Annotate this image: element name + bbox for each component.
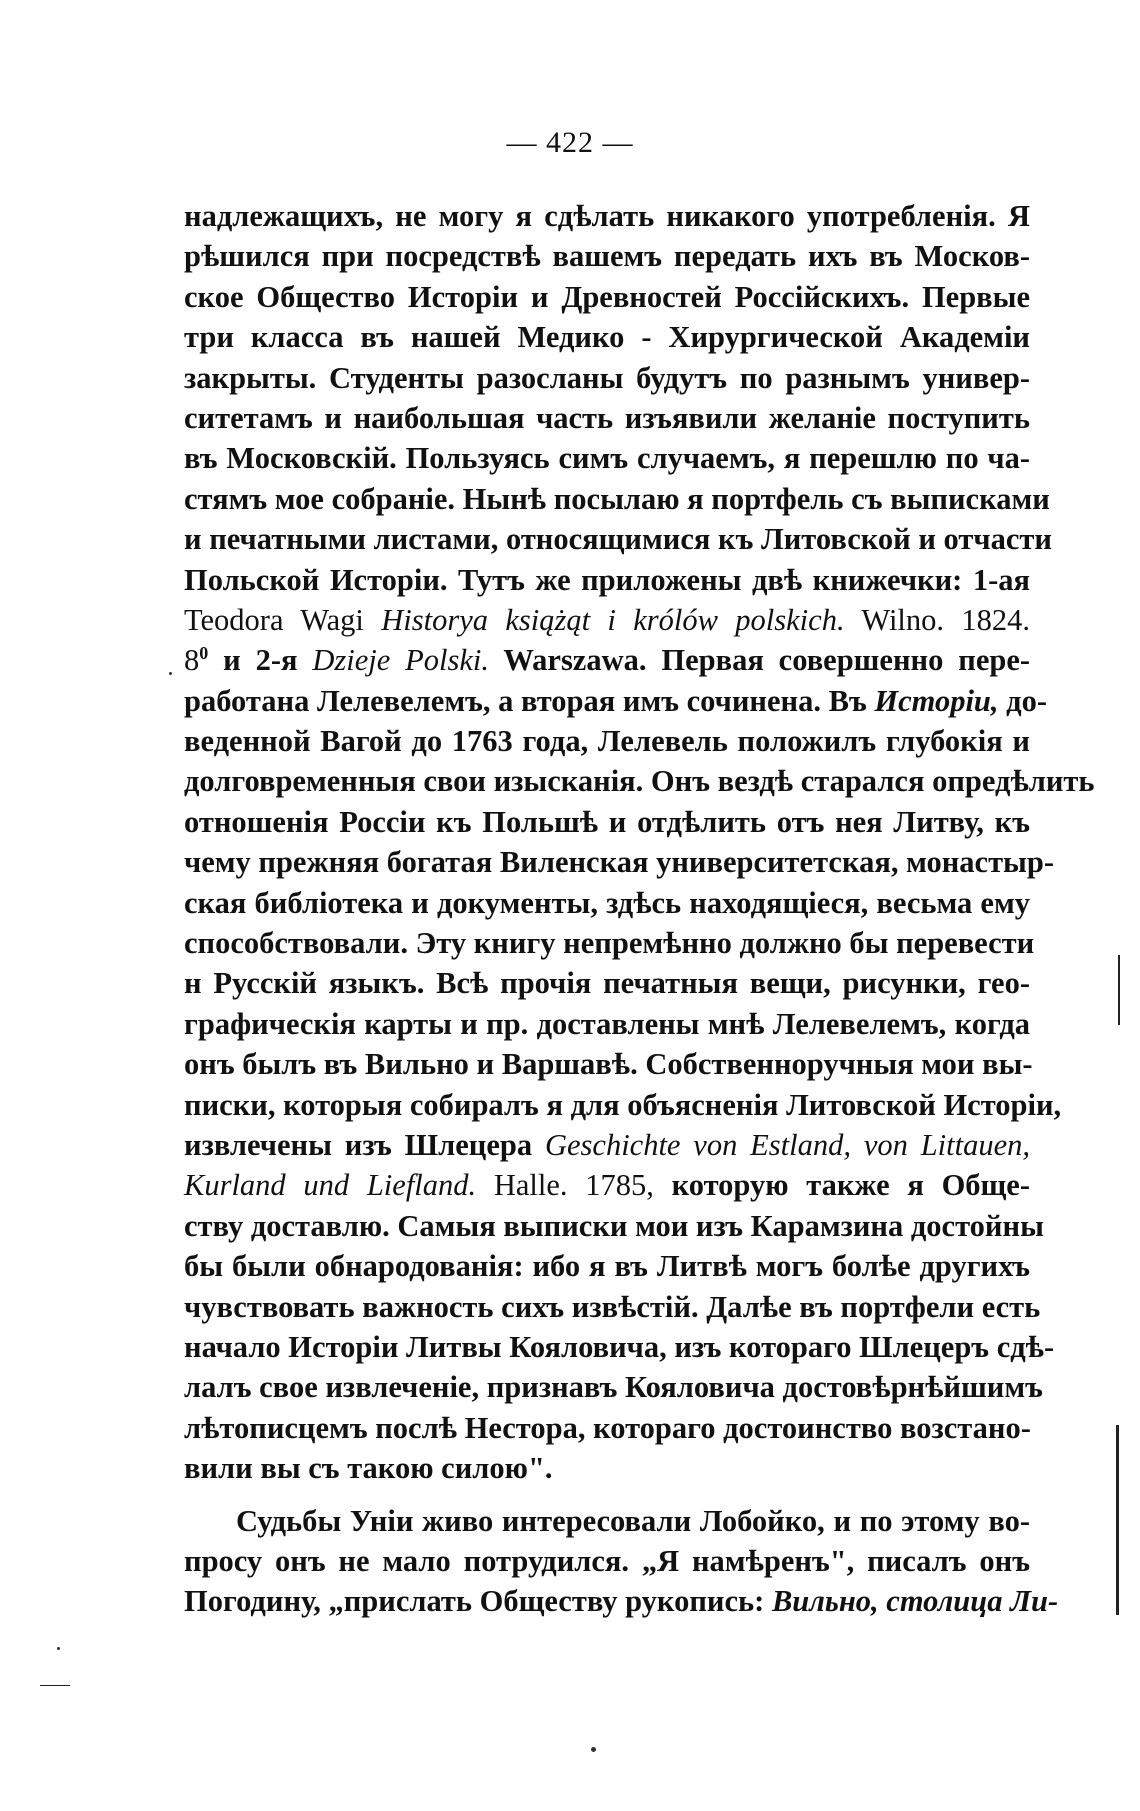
- book-title: Dzieje Polski.: [312, 643, 490, 678]
- text-line: веденной Вагой до 1763 года, Лелевель положилъ глубокія и: [184, 724, 1030, 759]
- text-run: Halle. 1785,: [476, 1168, 654, 1203]
- text-line: вили вы съ такою силою".: [184, 1451, 553, 1486]
- text-line: три класса въ нашей Медико - Хирургической Академіи: [184, 320, 1030, 355]
- book-title: Kurland und Liefland.: [184, 1168, 477, 1203]
- text-line: начало Исторіи Литвы Кояловича, изъ котораго Шлецеръ сдѣ-: [184, 1329, 1055, 1364]
- text-line: рѣшился при посредствѣ вашемъ передать ихъ въ Москов-: [184, 239, 1030, 274]
- text-line: [184, 1165, 1030, 1205]
- text-line: долговременныя свои изысканія. Онъ вездѣ старался опредѣлить: [184, 764, 1095, 799]
- text-line: [184, 681, 1047, 721]
- book-title: Geschichte von Estland, von Littauen,: [544, 1127, 1030, 1162]
- text-line: [184, 1125, 1030, 1165]
- text-run: которую также я Обще-: [653, 1168, 1030, 1203]
- text-run: извлечены изъ Шлецера: [184, 1127, 545, 1162]
- text-line: чувствовать важность сихъ извѣстій. Далѣе въ портфели есть: [184, 1289, 1041, 1324]
- text-line: въ Московскій. Пользуясь симъ случаемъ, я перешлю по ча-: [184, 441, 1030, 476]
- superscript: 0: [199, 643, 209, 664]
- text-line: онъ былъ въ Вильно и Варшавѣ. Собственноручныя мои вы-: [184, 1047, 1033, 1082]
- paragraph-first-line: Судьбы Уніи живо интересовали Лобойко, и по этому во-: [236, 1503, 1030, 1538]
- text-run: и 2-я: [208, 643, 313, 678]
- text-line: способствовали. Эту книгу непремѣнно должно бы перевести: [184, 926, 1035, 961]
- text-line: Польской Исторіи. Тутъ же приложены двѣ книжечки: 1-ая: [184, 562, 1030, 597]
- text-line: стямъ мое собраніе. Нынѣ посылаю я портфель съ выписками: [184, 481, 1050, 516]
- text-line: просу онъ не мало потрудился. „Я намѣренъ", писалъ онъ: [184, 1543, 1030, 1578]
- text-run: работана Лелевелемъ, а вторая имъ сочинена. Въ: [184, 683, 875, 718]
- text-line: [184, 640, 1030, 680]
- text-line: [184, 1581, 1059, 1621]
- text-run: Warszawa. Первая совершенно пере-: [489, 643, 1031, 678]
- page-number: — 422 —: [506, 126, 634, 159]
- text-line: бы были обнародованія: ибо я въ Литвѣ могъ болѣе другихъ: [184, 1249, 1030, 1284]
- scan-margin-mark: [1116, 1425, 1119, 1615]
- text-line: ское Общество Исторіи и Древностей Россійскихъ. Первые: [184, 279, 1030, 314]
- scan-dust-dot: [57, 1647, 60, 1650]
- text-line: надлежащихъ, не могу я сдѣлать никакого употребленія. Я: [184, 199, 1030, 233]
- text-line: н Русскій языкъ. Всѣ прочія печатныя вещи, рисунки, гео-: [184, 966, 1030, 1001]
- text-run: 8: [184, 643, 200, 678]
- text-line: писки, которыя собиралъ я для объясненія Литовской Исторіи,: [184, 1087, 1062, 1122]
- text-line: ству доставлю. Самыя выписки мои изъ Карамзина достойны: [184, 1208, 1044, 1243]
- text-line: отношенія Россіи къ Польшѣ и отдѣлить отъ нея Литву, къ: [184, 804, 1030, 839]
- scan-dust-dot: [169, 672, 172, 675]
- text-run: Погодину, „прислать Обществу рукопись:: [184, 1584, 772, 1619]
- text-line: закрыты. Студенты разосланы будутъ по разнымъ универ-: [184, 360, 1030, 395]
- book-title: Historya książąt i królów polskich.: [381, 602, 845, 637]
- scan-margin-mark: [1118, 955, 1120, 1025]
- text-line: [184, 600, 1030, 640]
- scan-margin-mark: [40, 1685, 70, 1686]
- text-line: лалъ свое извлеченіе, признавъ Кояловича достовѣрнѣйшимъ: [184, 1370, 1043, 1405]
- text-line: лѣтописцемъ послѣ Нестора, котораго достоинство возстано-: [184, 1410, 1031, 1445]
- text-run: Teodora Wagi: [184, 602, 382, 637]
- text-line: ситетамъ и наибольшая часть изъявили желаніе поступить: [184, 400, 1030, 435]
- text-run: до-: [998, 683, 1047, 718]
- text-line: графическія карты и пр. доставлены мнѣ Лелевелемъ, когда: [184, 1006, 1030, 1041]
- scan-dust-dot: [591, 1747, 596, 1752]
- body-text: [184, 196, 1095, 1622]
- manuscript-title: Вильно, столица Ли-: [771, 1584, 1059, 1619]
- text-run: Wilno. 1824.: [844, 602, 1030, 637]
- text-line: ская библіотека и документы, здѣсь находящіеся, весьма ему: [184, 885, 1030, 920]
- emphasis: Исторіи,: [874, 683, 999, 718]
- text-line: чему прежняя богатая Виленская университетская, монастыр-: [184, 845, 1054, 880]
- text-line: и печатными листами, относящимися къ Литовской и отчасти: [184, 522, 1052, 557]
